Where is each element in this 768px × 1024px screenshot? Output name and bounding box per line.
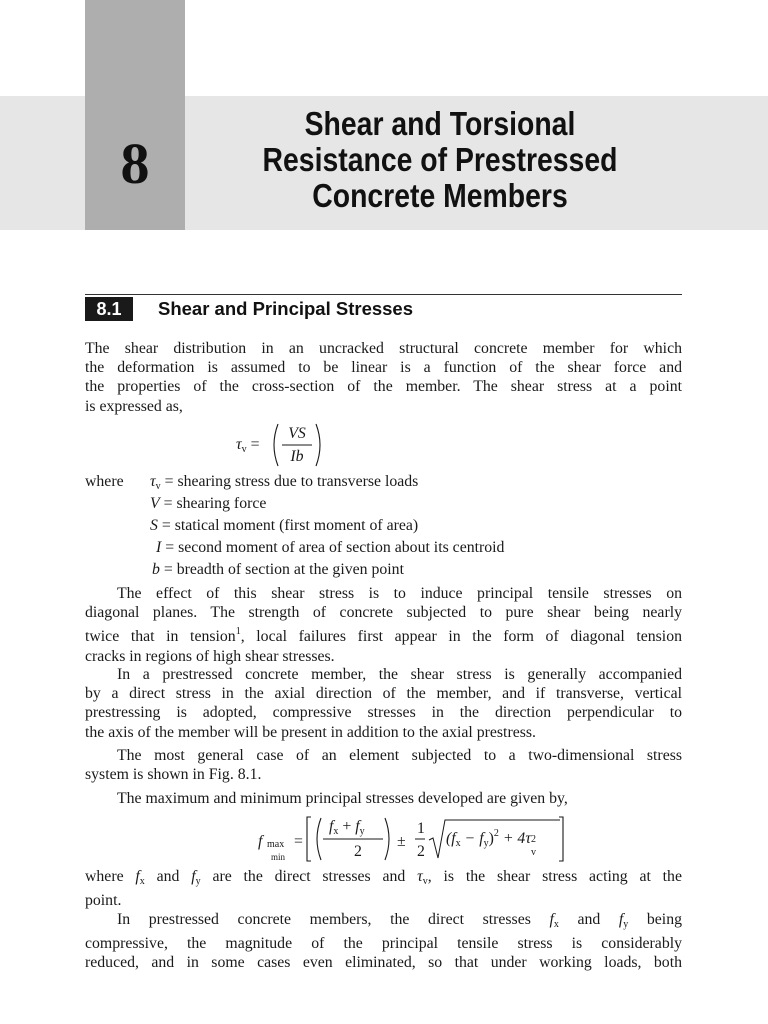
text-line: The shear distribution in an uncracked structural concrete member for which [85,340,682,357]
eq-symbol: τ [236,436,242,453]
eq-subscript: x [455,838,461,849]
text-line-footnote [85,622,682,646]
symbol: f [191,868,196,885]
eq-half-numerator: 1 [417,820,425,837]
eq-subscript-max: max [267,839,285,850]
subscript: v [422,876,428,887]
section-number: 8.1 [85,297,133,321]
text: , local failures first appear in the form of diagonal tension [240,628,682,646]
where-item-v [150,493,266,515]
eq-subscript: x [333,826,339,837]
text: and [156,868,180,885]
text-line: the axis of the member will be present in addition to the axial prestress. [85,723,536,741]
text-line: reduced, and in some cases even eliminated, so that under working loads, both [85,954,682,972]
eq-operator: + [342,818,352,835]
shear-stress-equation: $\tau_v$ = VS Ib [236,422,336,470]
symbol: τ [150,473,156,490]
where-label: where [85,473,124,490]
eq-subscript-min: min [271,852,286,862]
symbol: f [618,911,624,928]
subscript: v [155,481,161,492]
text-line: compressive, the magnitude of the principal tensile stress is considerably [85,935,682,953]
paragraph-prestressed-direct [85,910,682,973]
text-line: In a prestressed concrete member, the shear stress is generally accompanied [117,666,682,683]
paragraph-intro [85,339,682,416]
eq-subscript: y [359,826,365,837]
symbol: τ [417,868,423,885]
symbol: b [152,561,160,578]
eq-symbol: f [355,818,360,835]
subscript: y [623,919,629,930]
definition: = shearing force [163,495,267,512]
text: are the direct stresses and [212,868,406,885]
eq-superscript: 2 [531,834,536,845]
text-line: system is shown in Fig. 8.1. [85,766,262,784]
eq-radicand [446,828,539,858]
symbol: f [549,911,554,928]
text-line: diagonal planes. The strength of concrete subjected to pure shear being nearly [85,604,682,622]
symbol: V [150,495,160,512]
section-rule [85,294,682,295]
chapter-title [234,106,647,214]
text-line: the deformation is assumed to be linear is a function of the shear force and [85,359,682,377]
text: where [85,868,124,885]
text-line: by a direct stress in the axial direction of the member, and if transverse, vertical [85,685,682,703]
chapter-title-line-3: Concrete Members [312,177,568,214]
paragraph-direct-stresses [85,867,682,910]
eq-subscript: v [241,444,247,455]
where-item-b [152,559,404,581]
definition: = shearing stress due to transverse loads [164,473,419,490]
symbol: f [135,868,140,885]
text-line [85,910,682,934]
text-line: The effect of this shear stress is to induce principal tensile stresses on [117,585,682,602]
definition: = second moment of area of section about its centroid [165,539,505,556]
paragraph-prestressed-member [85,665,682,742]
symbol: S [150,517,158,534]
eq-symbol: f [329,818,334,835]
text-line: prestressing is adopted, compressive stresses in the direction perpendicular to [85,704,682,722]
text: and [577,911,601,928]
chapter-title-line-2: Resistance of Prestressed [262,141,618,178]
eq-half-denominator: 2 [417,843,425,860]
text: , is the shear stress acting at the [427,868,682,885]
eq-term: + 4τ [502,830,531,847]
text: twice that in tension [85,628,236,646]
paragraph-principal-tensile [85,584,682,666]
where-item-i [156,537,504,559]
subscript: y [195,876,201,887]
text: being [646,911,682,928]
definition: = breadth of section at the given point [163,561,404,578]
eq-subscript: y [483,838,489,849]
eq-numerator: VS [288,425,306,442]
chapter-number: 8 [120,131,150,196]
eq-term: − f [464,830,484,847]
eq-subscript: v [531,847,536,858]
text-line: The most general case of an element subjected to a two-dimensional stress [117,747,682,764]
text-line: is expressed as, [85,397,183,415]
text-line: the properties of the cross-section of the member. The shear stress at a point [85,378,682,396]
text-line: cracks in regions of high shear stresses. [85,647,335,665]
subscript: x [553,919,559,930]
eq-term: ) [488,830,494,847]
paragraph-general-case [85,746,682,784]
text-line: point. [85,892,122,910]
section-title: Shear and Principal Stresses [158,298,414,319]
eq-denominator: Ib [290,448,304,465]
eq-superscript: 2 [493,828,499,839]
eq-plus-minus: ± [397,833,406,850]
text-line: The maximum and minimum principal stresses developed are given by, [117,790,568,807]
eq-symbol: f [258,833,263,850]
definition: = statical moment (first moment of area) [161,517,419,534]
text-line [85,867,682,891]
paragraph-max-min [85,789,682,808]
footnote-ref[interactable]: 1 [235,626,241,638]
chapter-title-line-1: Shear and Torsional [304,105,576,142]
symbol: I [156,539,162,556]
where-item-s [150,515,418,537]
principal-stress-equation: f max min = $f_x + f_y$ 2 ± 1 2 $(f_x - f_y)^2 + 4\tau$ 2 v [258,814,568,864]
subscript: x [139,876,145,887]
eq-term: (f [446,830,456,847]
eq-denominator: 2 [354,843,362,860]
text: In prestressed concrete members, the direct stresses [117,911,531,928]
